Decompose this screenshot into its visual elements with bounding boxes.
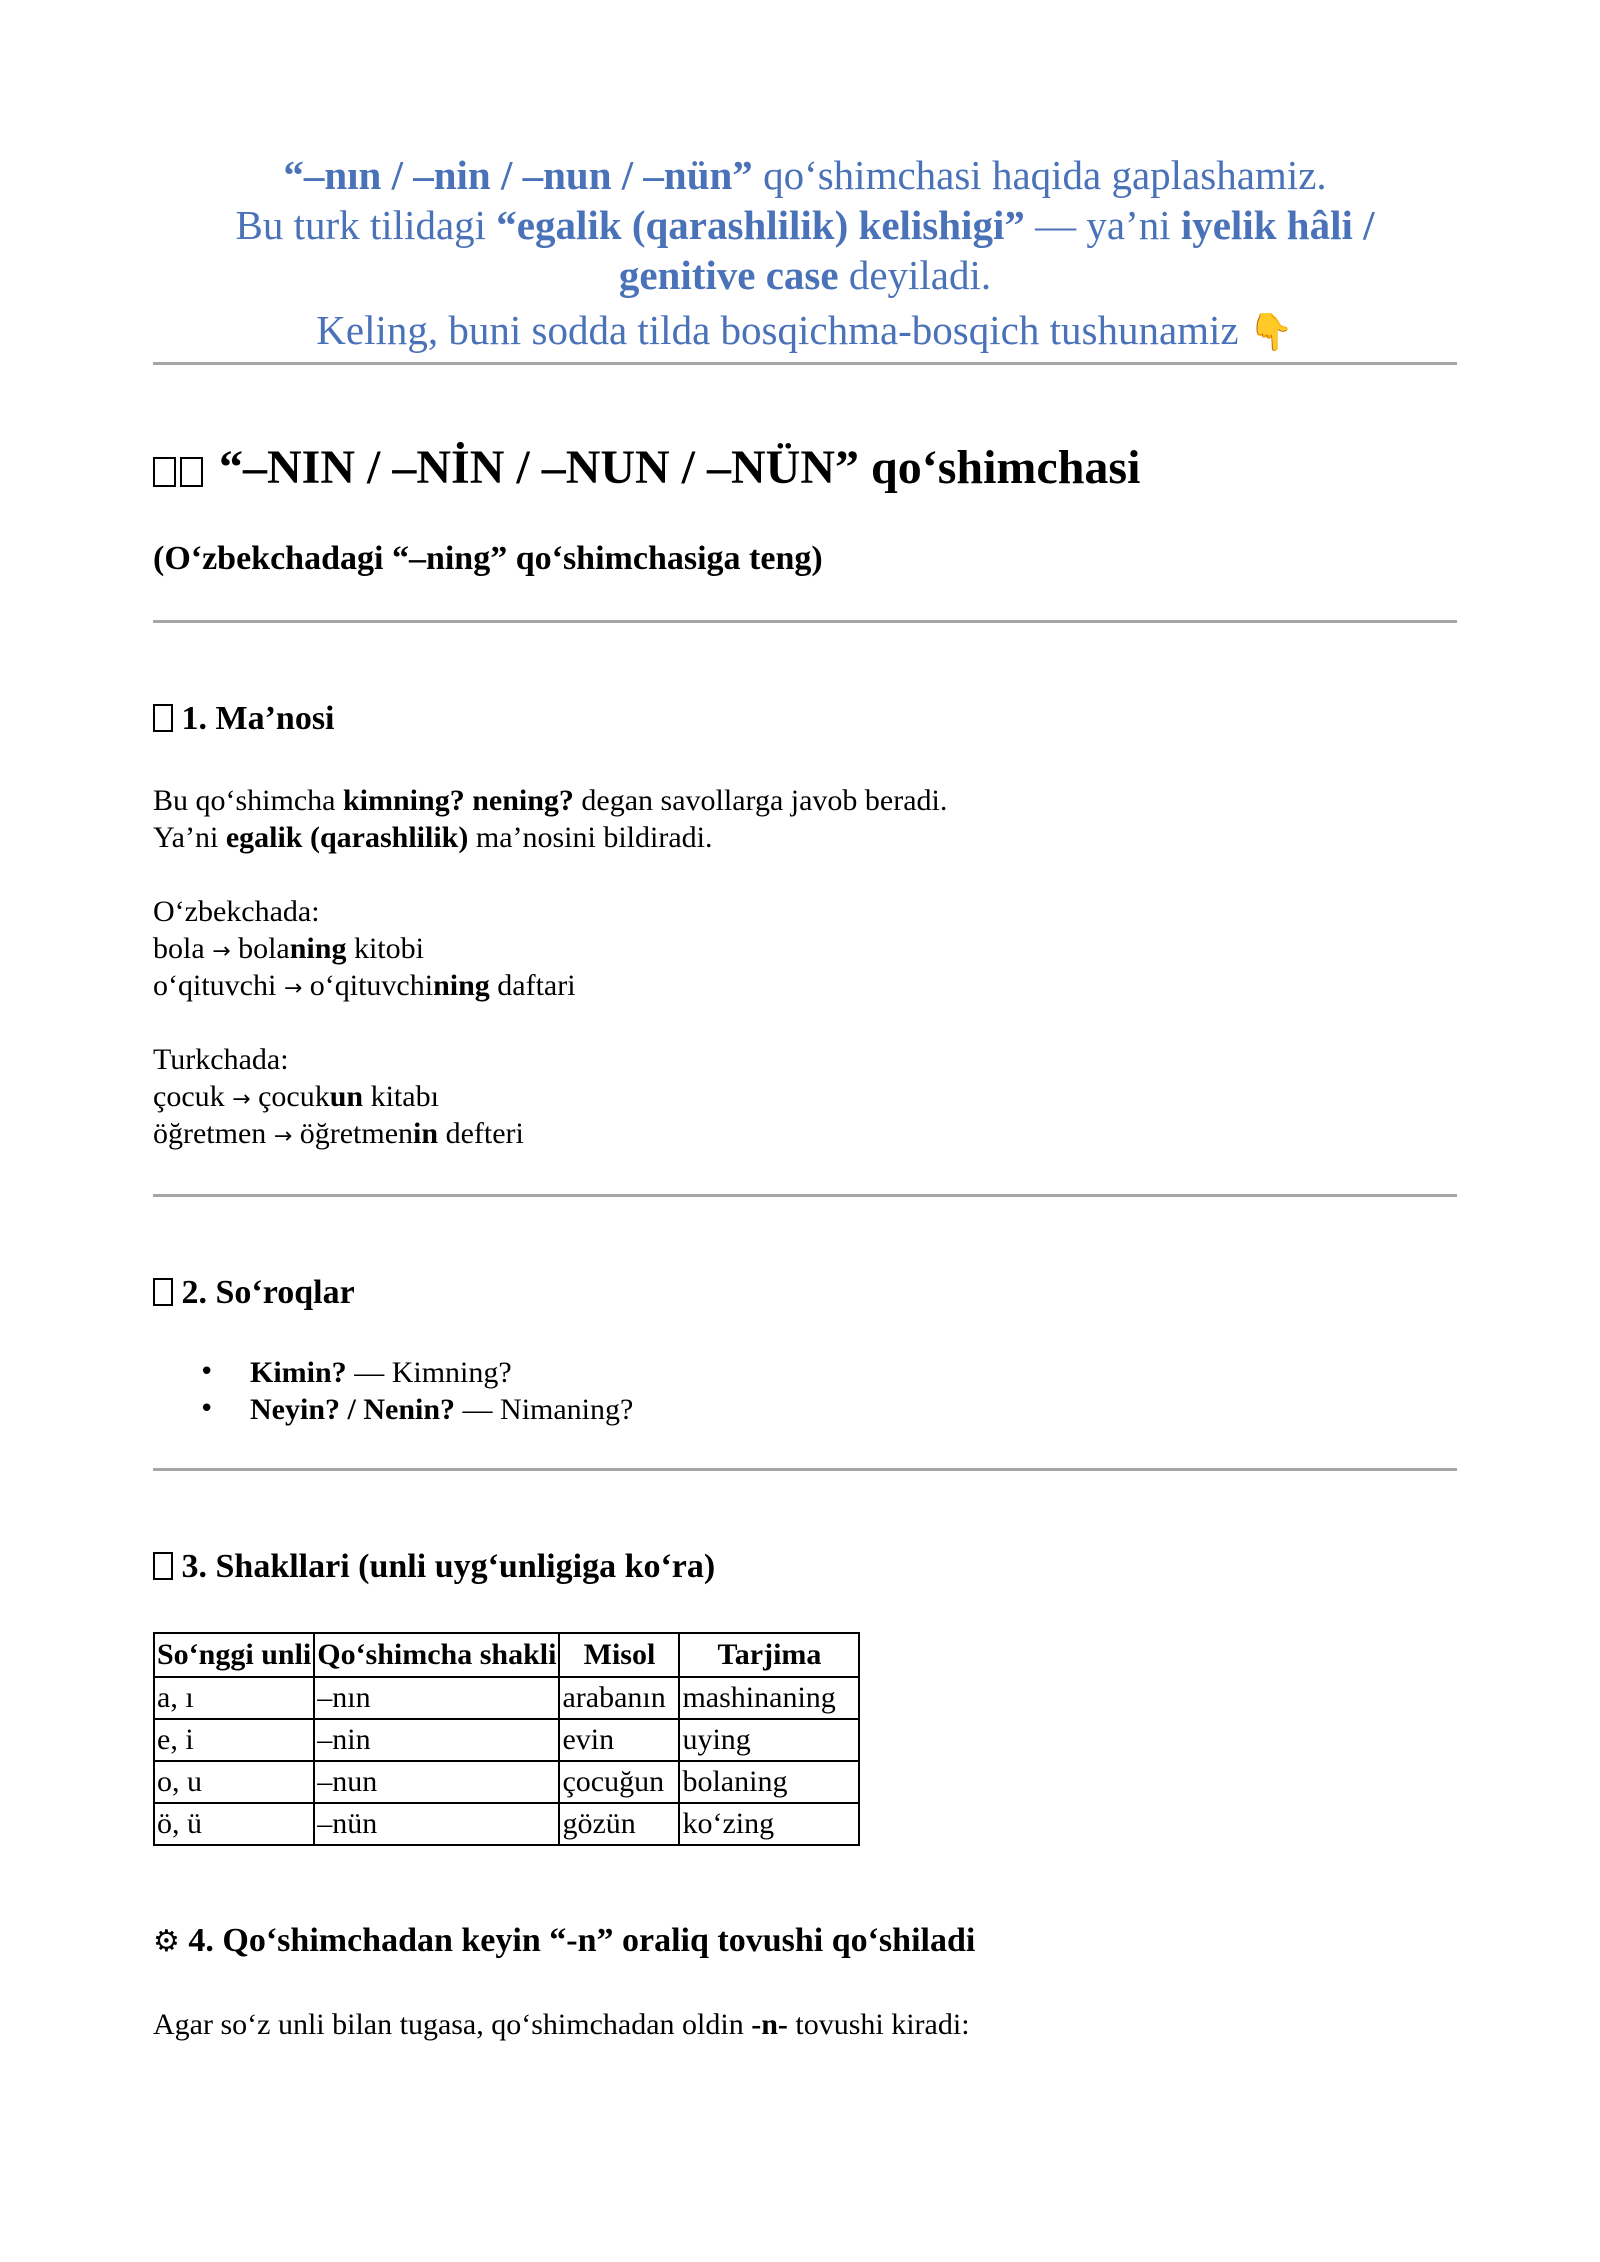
main-subheading: (O‘zbekchadagi “–ning” qo‘shimchasiga teng) <box>153 540 823 577</box>
pointing-down-icon: 👇 <box>1248 312 1294 353</box>
section-1-heading: 1. Ma’nosi <box>153 700 335 738</box>
divider <box>153 362 1457 365</box>
bullet-icon: • <box>199 1357 215 1387</box>
suffix-forms-table <box>153 1632 860 1846</box>
uzbek-label: O‘zbekchada: <box>153 895 320 928</box>
meaning-line-1: Bu qo‘shimcha kimning? nening? degan savollarga javob beradi. <box>153 784 948 817</box>
intro-line-4: Keling, buni sodda tilda bosqichma-bosqich tushunamiz 👇 <box>316 307 1294 353</box>
main-heading: “–NIN / –NİN / –NUN / –NÜN” qo‘shimchasi <box>153 440 1140 495</box>
section-icon <box>153 1278 173 1306</box>
intro-line-3: genitive case deyiladi. <box>618 252 992 298</box>
divider <box>153 1468 1457 1471</box>
section-1-body <box>153 782 947 1152</box>
section-4-body: Agar so‘z unli bilan tugasa, qo‘shimchadan oldin -n- tovushi kiradi: <box>153 2008 970 2041</box>
arrow-icon: → <box>232 1087 251 1112</box>
column-header: Qo‘shimcha shakli <box>314 1633 559 1677</box>
flag-icon <box>180 457 203 487</box>
section-icon <box>153 1552 173 1580</box>
turkish-example: öğretmen → öğretmenin defteri <box>153 1117 524 1150</box>
list-item: • Kimin? — Kimning? <box>199 1356 512 1389</box>
column-header: So‘nggi unli <box>154 1633 314 1677</box>
divider <box>153 1194 1457 1197</box>
table-header-row <box>154 1633 859 1677</box>
section-3-heading: 3. Shakllari (unli uyg‘unligiga ko‘ra) <box>153 1548 715 1586</box>
intro-line-2: Bu turk tilidagi “egalik (qarashlilik) kelishigi” — ya’ni iyelik hâli / <box>235 202 1375 248</box>
column-header: Tarjima <box>679 1633 859 1677</box>
intro-block <box>153 150 1457 358</box>
case-name-tr: iyelik hâli / <box>1180 202 1375 248</box>
arrow-icon: → <box>273 1124 293 1149</box>
list-item: • Neyin? / Nenin? — Nimaning? <box>199 1393 634 1426</box>
section-4-heading: ⚙ 4. Qo‘shimchadan keyin “-n” oraliq tovushi qo‘shiladi <box>153 1922 976 1959</box>
intro-line-1: “–nın / –nin / –nun / –nün” qo‘shimchasi haqida gaplashamiz. <box>283 152 1327 198</box>
arrow-icon: → <box>212 939 231 964</box>
uzbek-example: o‘qituvchi → o‘qituvchining daftari <box>153 969 576 1002</box>
table-row: a, ı –nın arabanın mashinaning <box>154 1677 859 1719</box>
divider <box>153 620 1457 623</box>
arrow-icon: → <box>283 976 303 1001</box>
column-header: Misol <box>559 1633 679 1677</box>
suffix-forms: “–nın / –nin / –nun / –nün” <box>283 152 753 198</box>
case-name-en: genitive case <box>618 252 839 298</box>
section-2-heading: 2. So‘roqlar <box>153 1274 355 1312</box>
turkish-label: Turkchada: <box>153 1043 289 1076</box>
case-name-uz: “egalik (qarashlilik) kelishigi” <box>496 202 1025 248</box>
flag-icon <box>153 457 176 487</box>
bullet-icon: • <box>199 1394 215 1424</box>
section-icon <box>153 704 173 732</box>
meaning-line-2: Ya’ni egalik (qarashlilik) ma’nosini bildiradi. <box>153 821 713 854</box>
question-list <box>153 1354 633 1428</box>
uzbek-example: bola → bolaning kitobi <box>153 932 424 965</box>
table-row: ö, ü –nün gözün ko‘zing <box>154 1803 859 1845</box>
table-row: o, u –nun çocuğun bolaning <box>154 1761 859 1803</box>
table-row: e, i –nin evin uying <box>154 1719 859 1761</box>
gear-icon: ⚙ <box>153 1924 180 1959</box>
turkish-example: çocuk → çocukun kitabı <box>153 1080 439 1113</box>
